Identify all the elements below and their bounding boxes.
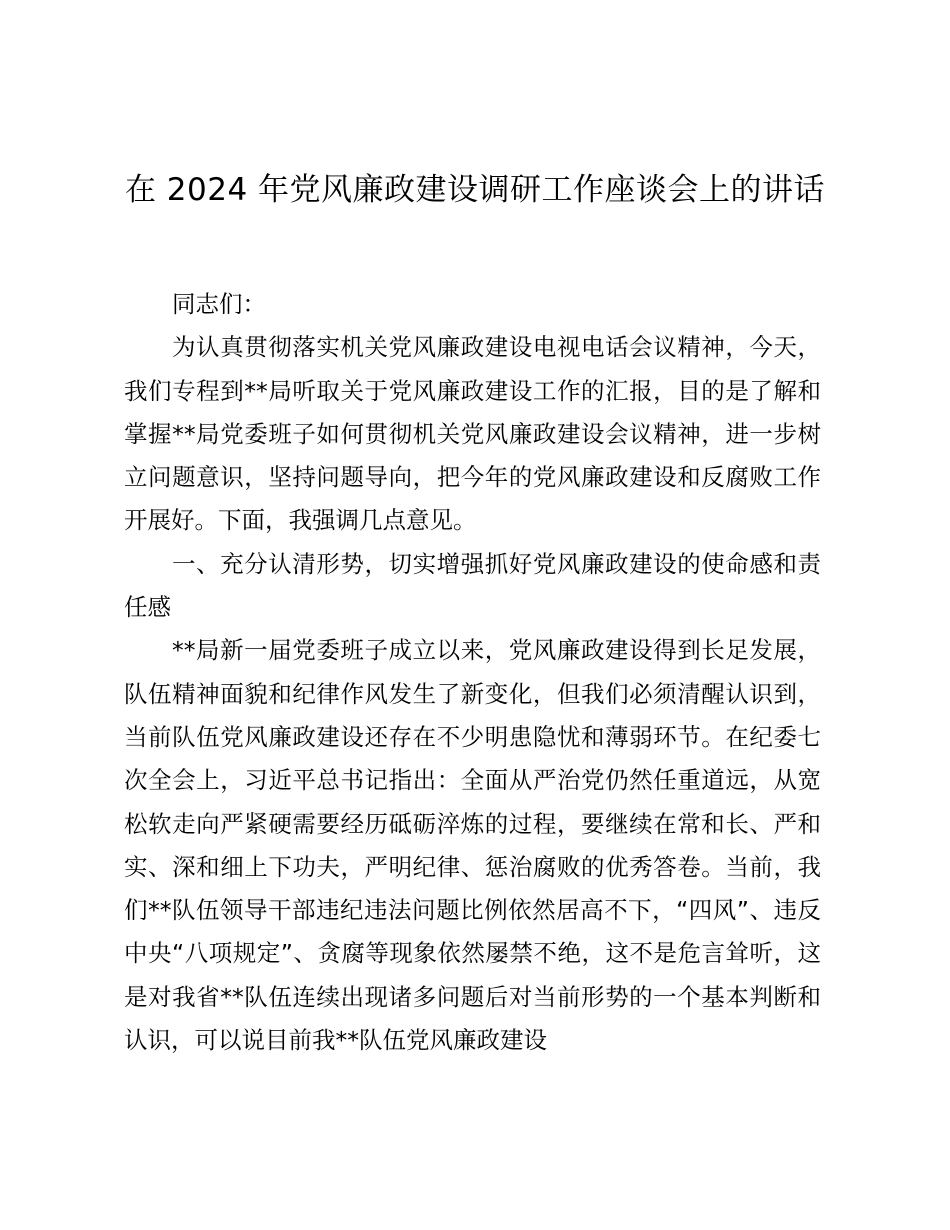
document-body (124, 283, 821, 1062)
body-paragraph: **局新一届党委班子成立以来，党风廉政建设得到长足发展，队伍精神面貌和纪律作风发生了新变化，但我们必须清醒认识到，当前队伍党风廉政建设还存在不少明患隐忧和薄弱环节。在纪委七次全会上，习近平总书记指出：全面从严治党仍然任重道远，从宽松软走向严紧硬需要经历砥砺淬炼的过程，要继续在常和长、严和实、深和细上下功夫，严明纪律、惩治腐败的优秀答卷。当前，我们**队伍领导干部违纪违法问题比例依然居高不下，“四风”、违反中央“八项规定”、贪腐等现象依然屡禁不绝，这不是危言耸听，这是对我省**队伍连续出现诸多问题后对当前形势的一个基本判断和认识，可以说目前我**队伍党风廉政建设 (124, 636, 821, 1055)
section-heading: 一、充分认清形势，切实增强抓好党风廉政建设的使命感和责任感 (124, 549, 821, 622)
document-title: 在 2024 年党风廉政建设调研工作座谈会上的讲话 (124, 172, 826, 208)
intro-paragraph: 为认真贯彻落实机关党风廉政建设电视电话会议精神，今天，我们专程到**局听取关于党风廉政建设工作的汇报，目的是了解和掌握**局党委班子如何贯彻机关党风廉政建设会议精神，进一步树立问题意识，坚持问题导向，把今年的党风廉政建设和反腐败工作开展好。下面，我强调几点意见。 (124, 333, 821, 535)
salutation-paragraph: 同志们： (172, 290, 266, 318)
